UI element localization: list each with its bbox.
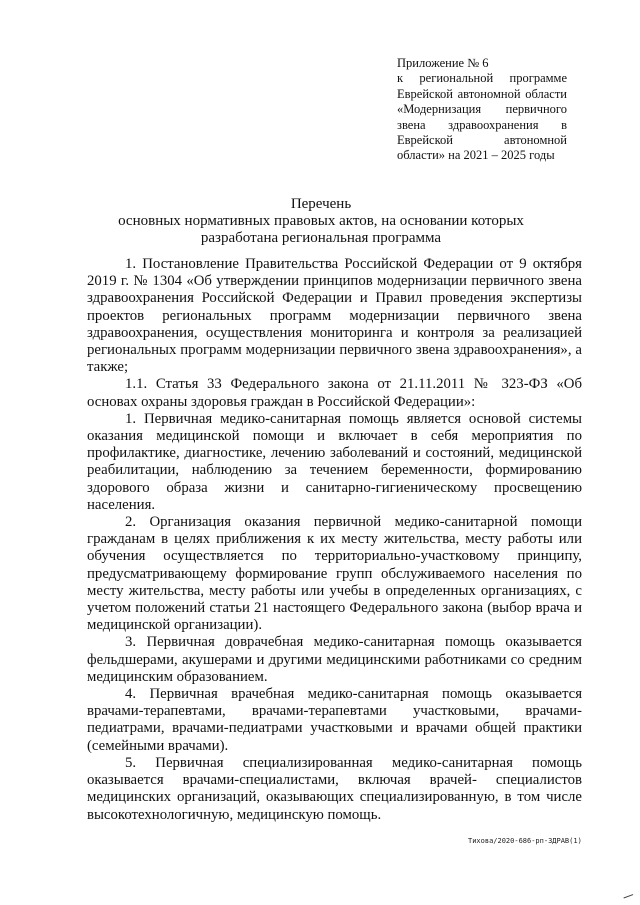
appendix-line: Еврейской автономной [397, 133, 567, 148]
appendix-line: звена здравоохранения в [397, 117, 567, 132]
appendix-line: Еврейской автономной области [397, 86, 567, 101]
paragraph: 1. Первичная медико-санитарная помощь является основой системы оказания медицинской помощи и включает в себя мероприятия по профилактике, диагностике, лечению заболеваний и состояний, медицинской реабилитации, наблюдению за течением беременности, формированию здорового образа жизни и санитарно-гигиеническому просвещению населения. [87, 410, 582, 513]
paragraph: 3. Первичная доврачебная медико-санитарная помощь оказывается фельдшерами, акушерами и другими медицинскими работниками со средним медицинским образованием. [87, 634, 582, 685]
document-body [87, 256, 582, 824]
scan-mark [621, 887, 633, 899]
title-line: разработана региональная программа [200, 230, 442, 246]
paragraph: 1.1. Статья 33 Федерального закона от 21.11.2011 № 323-ФЗ «Об основах охраны здоровья граждан в Российской Федерации»: [87, 376, 582, 410]
paragraph: 5. Первичная специализированная медико-санитарная помощь оказывается врачами-специалистами, включая врачей- специалистов медицинских организаций, оказывающих специализированную, в том числе высокотехнологичную, медицинскую помощь. [87, 754, 582, 823]
appendix-header [397, 56, 567, 164]
appendix-line: области» на 2021 – 2025 годы [397, 148, 555, 163]
title-line: основных нормативных правовых актов, на основании которых [118, 213, 524, 229]
appendix-line: «Модернизация первичного [397, 102, 567, 117]
paragraph: 4. Первичная врачебная медико-санитарная помощь оказывается врачами-терапевтами, врачами-терапевтами участковыми, врачами-педиатрами, врачами-педиатрами участковыми и врачами общей практики (семейными врачами). [87, 686, 582, 754]
appendix-line: к региональной программе [397, 71, 567, 86]
paragraph: 2. Организация оказания первичной медико-санитарной помощи гражданам в целях приближения к их месту жительства, месту работы или обучения осуществляется по территориально-участковому принципу, предусматривающему формирование групп обслуживаемого населения по месту жительства, месту работы или учебы в определенных организациях, с учетом положений статьи 21 настоящего Федерального закона (выбор врача и медицинской организации). [87, 514, 582, 634]
title-line: Перечень [290, 196, 352, 212]
paragraph: 1. Постановление Правительства Российской Федерации от 9 октября 2019 г. № 1304 «Об утверждении принципов модернизации первичного звена здравоохранения Российской Федерации и Правил проведения экспертизы проектов региональных программ модернизации первичного звена здравоохранения, осуществления мониторинга и контроля за реализацией региональных программ модернизации первичного звена здравоохранения», а также; [87, 256, 582, 376]
document-title [60, 196, 582, 247]
appendix-line: Приложение № 6 [397, 56, 489, 70]
footer-code: Тихова/2020-686-рп-ЗДРАВ(1) [468, 837, 582, 845]
